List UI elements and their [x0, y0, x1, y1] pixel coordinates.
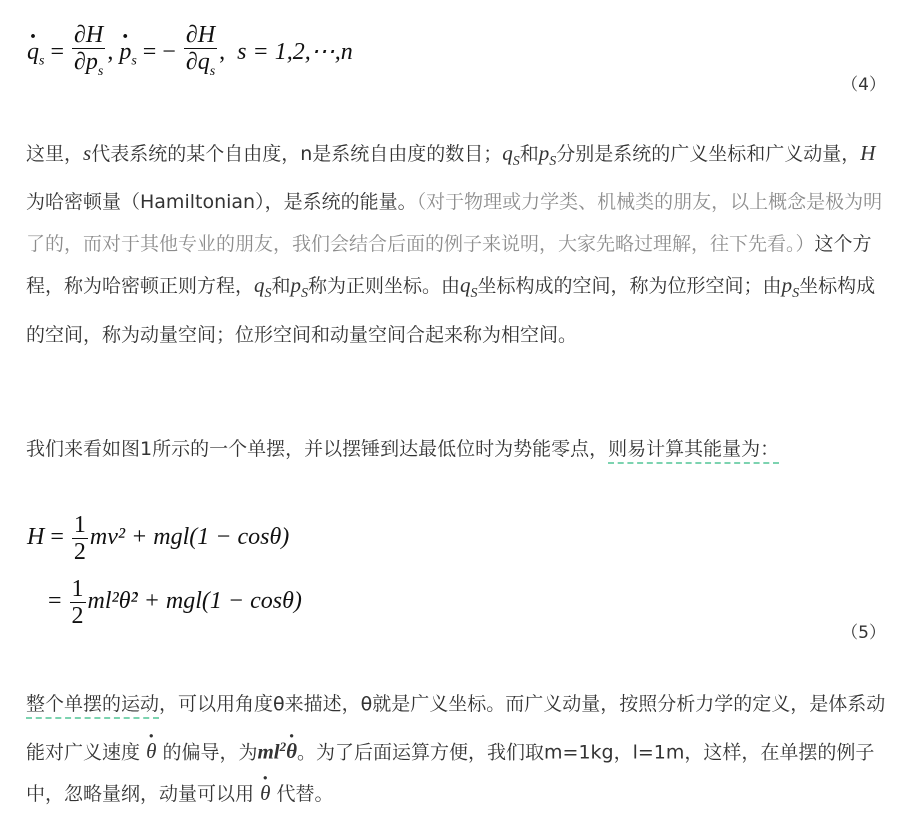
- paragraph-generalized-coords: 整个单摆的运动，可以用角度θ来描述，θ就是广义坐标。而广义动量，按照分析力学的定义，是体系动能对广义速度 θ · 的偏导，为$ml^2\theta$ ·。为了后面运算方便，我们取m=1kg，l=1m，这样，在单摆的例子中，忽略量纲，动量可以用 θ · 代替。: [26, 684, 892, 816]
- theta-dot: θ ·: [260, 773, 270, 815]
- equation-number-5: （5）: [841, 623, 886, 643]
- q-dot-s: q ·: [27, 39, 39, 66]
- equation-number-4: （4）: [841, 75, 886, 95]
- fraction-dH-dqs: $\frac{\partial H}{\partial q_s}$: [185, 22, 216, 79]
- equation-4: $q \cdot_s$ = $\frac{\partial H}{\partial p_s}$ , $p \cdot_s$ = − $\frac{\partial H}{\partial q_s}$ , s = 1,2,⋯,n: [27, 22, 353, 85]
- equation-5-line-2: = $\frac{1}{2}$ ml²θ̇² + mgl(1 − cosθ): [48, 576, 302, 629]
- fraction-dH-dps: $\frac{\partial H}{\partial p_s}$: [74, 22, 104, 79]
- annotated-phrase: 则易计算其能量为：: [608, 438, 779, 464]
- equation-5-line-1: H = $\frac{1}{2}$ mv² + mgl(1 − cosθ): [27, 512, 290, 565]
- paragraph-pendulum-intro: 我们来看如图1所示的一个单摆，并以摆锤到达最低位时为势能零点，则易计算其能量为：: [26, 429, 892, 471]
- p-dot-s: p ·: [119, 39, 131, 66]
- grey-note: （对于物理或力学类、机械类的朋友，以上概念是极为明了的，而对于其他专业的朋友，我们会结合后面的例子来说明，大家先略过理解，往下先看。）: [26, 191, 883, 255]
- paragraph-definitions: 这里，s代表系统的某个自由度，n是系统自由度的数目；$q_S$和$p_S$分别是系统的广义坐标和广义动量，H为哈密顿量（Hamiltonian），是系统的能量。（对于物理或力学类、机械类的朋友，以上概念是极为明了的，而对于其他专业的朋友，我们会结合后面的例子来说明，大家先略过理解，往下先看。）这个方程，称为哈密顿正则方程，$q_S$和$p_S$称为正则坐标。由$q_S$坐标构成的空间，称为位形空间；由$p_S$坐标构成的空间，称为动量空间；位形空间和动量空间合起来称为相空间。: [26, 141, 883, 346]
- theta-dot: θ ·: [146, 731, 156, 773]
- annotated-phrase: 整个单摆的运动: [26, 693, 159, 719]
